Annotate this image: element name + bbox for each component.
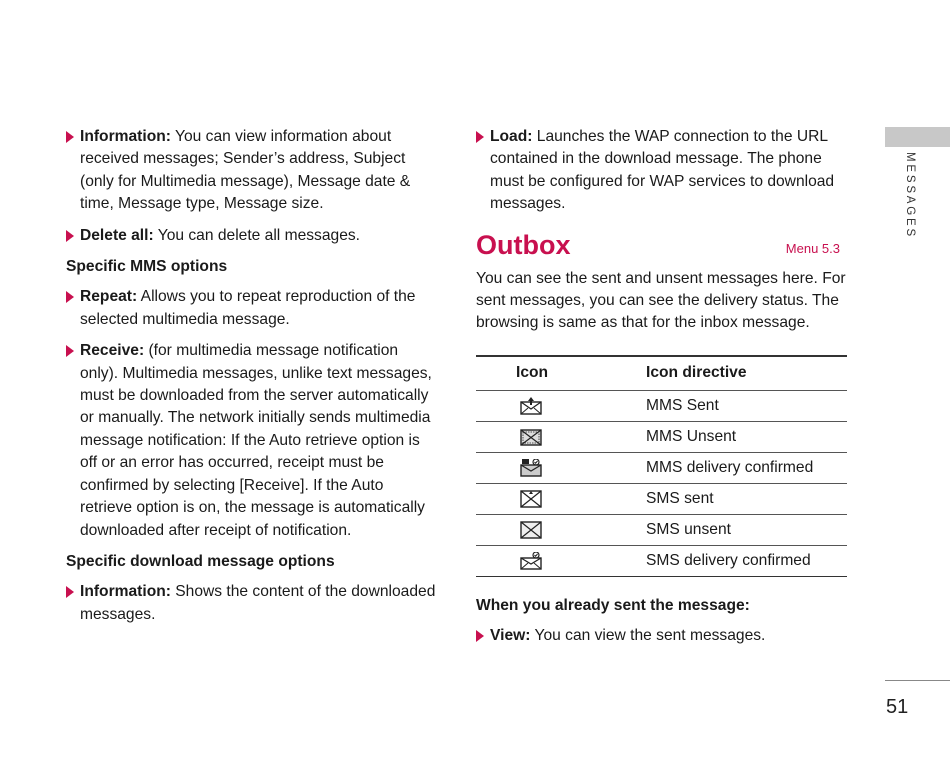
table-row [476,421,847,452]
bullet-triangle-icon [66,345,74,357]
sms-delivery-confirmed-icon [520,552,542,570]
bullet-label: Repeat: [80,288,138,306]
mms-sent-icon [520,397,542,415]
sms-sent-icon [520,490,542,508]
right-column [476,126,848,657]
load-bullet [476,126,848,216]
download-options-heading: Specific download message options [66,552,335,570]
mms-delivery-confirmed-icon [520,459,542,477]
receive-bullet [66,340,438,542]
table-row [476,514,847,545]
column-header-icon: Icon [476,356,646,391]
bullet-text: You can delete all messages. [153,226,360,244]
info-bullet [66,126,438,216]
delete-all-bullet [66,225,438,247]
sms-unsent-icon [520,521,542,539]
icon-directive: SMS unsent [646,514,847,545]
chapter-tab-label: MESSAGES [904,152,916,239]
page-number-rule [885,680,950,681]
icon-cell [476,421,646,452]
bullet-label: Receive: [80,342,145,360]
bullet-text: Launches the WAP connection to the URL contained in the download message. The phone must be configured for WAP services to download messages. [490,128,835,213]
table-row [476,483,847,514]
repeat-bullet [66,286,438,331]
download-info-bullet [66,581,438,626]
icon-cell [476,483,646,514]
bullet-triangle-icon [476,630,484,642]
outbox-section-header [476,228,848,268]
bullet-label: Information: [80,128,171,145]
chapter-tab-bar [885,127,950,147]
table-row [476,390,847,421]
icon-directive: MMS Sent [646,390,847,421]
bullet-triangle-icon [66,586,74,598]
left-column [66,126,438,635]
icon-directive: MMS delivery confirmed [646,452,847,483]
icon-cell [476,390,646,421]
menu-reference: Menu 5.3 [785,240,840,256]
table-header-row [476,356,847,391]
mms-options-heading: Specific MMS options [66,258,228,276]
icon-cell [476,452,646,483]
bullet-label: Delete all: [80,226,154,244]
bullet-text: Allows you to repeat reproduction of the selected multimedia message. [80,288,416,328]
bullet-label: Information: [80,583,171,601]
bullet-text: Shows the content of the downloaded messages. [80,583,436,623]
bullet-text: (for multimedia message notification only). Multimedia messages, unlike text messages, must be downloaded from the server automatically or manually. The network initially sends multimedia message notification: If the Auto retrieve option is off or an error has occurred, receipt must be confirmed by selecting [Receive]. If the Auto retrieve option is on, the message is automatically downloaded after receipt of notification. [80,342,432,539]
icon-cell [476,545,646,576]
bullet-label: Load: [490,128,533,145]
bullet-text: You can view the sent messages. [530,627,766,645]
table-row [476,452,847,483]
table-row [476,545,847,576]
bullet-triangle-icon [66,131,74,143]
outbox-intro: You can see the sent and unsent messages here. For sent messages, you can see the delivery status. The browsing is same as that for the inbox message. [476,269,846,332]
bullet-label: View: [490,627,531,645]
bullet-triangle-icon [66,230,74,242]
sent-message-heading: When you already sent the message: [476,596,750,614]
bullet-text: You can view information about received messages; Sender’s address, Subject (only for Multimedia message), Message date & time, Message type, Message size. [80,128,411,213]
icon-directive: SMS sent [646,483,847,514]
bullet-triangle-icon [476,131,484,143]
column-header-directive: Icon directive [646,356,847,391]
view-bullet [476,625,848,647]
icon-table [476,355,847,577]
icon-cell [476,514,646,545]
icon-directive: MMS Unsent [646,421,847,452]
page-number: 51 [886,696,909,718]
bullet-triangle-icon [66,291,74,303]
section-title: Outbox [476,229,571,260]
mms-unsent-icon [520,428,542,446]
icon-directive: SMS delivery confirmed [646,551,811,569]
